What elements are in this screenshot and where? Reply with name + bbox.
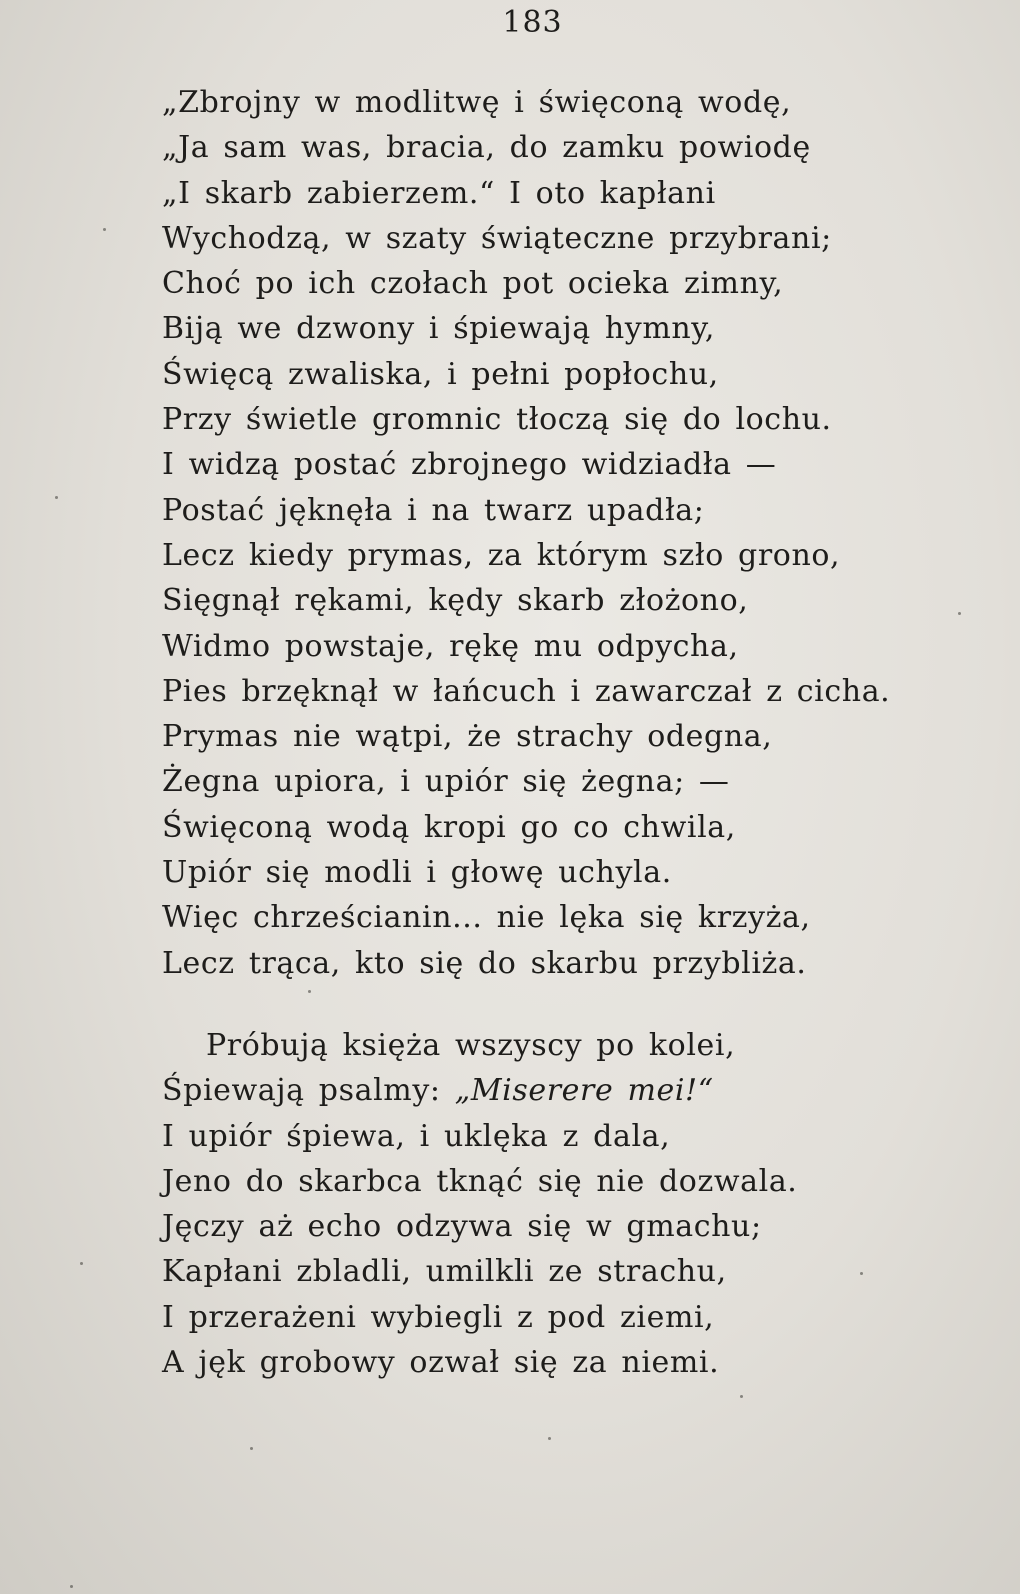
verse-line: Wychodzą, w szaty świąteczne przybrani;: [162, 220, 832, 256]
verse-line: Upiór się modli i głowę uchyla.: [162, 855, 672, 891]
verse-line: Biją we dzwony i śpiewają hymny,: [162, 311, 715, 347]
verse-line: Próbują księża wszyscy po kolei,: [206, 1028, 736, 1063]
stanza-2: [162, 1023, 797, 1385]
paper-speck: [55, 496, 58, 499]
latin-phrase: „Miserere mei!“: [454, 1073, 714, 1109]
paper-speck: [250, 1447, 253, 1450]
verse-line: Żegna upiora, i upiór się żegna; —: [162, 764, 730, 800]
verse-line: Postać jęknęła i na twarz upadła;: [162, 492, 705, 528]
verse-line: Choć po ich czołach pot ocieka zimny,: [162, 266, 784, 302]
verse-line: [162, 1068, 797, 1113]
verse-line: „Zbrojny w modlitwę i święconą wodę,: [162, 85, 792, 120]
verse-line: Widmo powstaje, rękę mu odpycha,: [162, 628, 739, 664]
paper-speck: [548, 1437, 551, 1440]
verse-line: Jeno do skarbca tknąć się nie dozwala.: [162, 1163, 798, 1199]
verse-line: Prymas nie wątpi, że strachy odegna,: [162, 719, 773, 755]
verse-line: Jęczy aż echo odzywa się w gmachu;: [162, 1209, 762, 1245]
paper-speck: [740, 1395, 743, 1398]
verse-line: Święconą wodą kropi go co chwila,: [162, 809, 736, 845]
verse-line: I przerażeni wybiegli z pod ziemi,: [162, 1299, 715, 1335]
verse-line: I upiór śpiewa, i uklęka z dala,: [162, 1118, 671, 1154]
verse-line: Lecz kiedy prymas, za którym szło grono,: [162, 537, 841, 573]
verse-line: I widzą postać zbrojnego widziadła —: [162, 447, 777, 483]
verse-line: Sięgnął rękami, kędy skarb złożono,: [162, 583, 749, 619]
verse-line: Kapłani zbladli, umilkli ze strachu,: [162, 1254, 727, 1290]
paper-speck: [80, 1262, 83, 1265]
verse-text: Śpiewają psalmy:: [162, 1073, 455, 1109]
verse-line: „Ja sam was, bracia, do zamku powiodę: [162, 130, 811, 166]
verse-line: Pies brzęknął w łańcuch i zawarczał z cicha.: [162, 673, 891, 709]
paper-speck: [308, 990, 311, 993]
verse-line: Święcą zwaliska, i pełni popłochu,: [162, 356, 719, 392]
verse-line: „I skarb zabierzem.“ I oto kapłani: [162, 175, 716, 211]
verse-line: Więc chrześcianin... nie lęka się krzyża,: [162, 900, 811, 936]
paper-speck: [103, 228, 106, 231]
paper-speck: [958, 612, 961, 615]
verse-line: Lecz trąca, kto się do skarbu przybliża.: [162, 945, 807, 981]
paper-speck: [70, 1585, 73, 1588]
verse-line: A jęk grobowy ozwał się za niemi.: [162, 1345, 720, 1381]
verse-line: Przy świetle gromnic tłoczą się do lochu.: [162, 402, 832, 438]
paper-speck: [860, 1272, 863, 1275]
stanza-1: [162, 80, 890, 986]
page-number: 183: [502, 5, 563, 40]
